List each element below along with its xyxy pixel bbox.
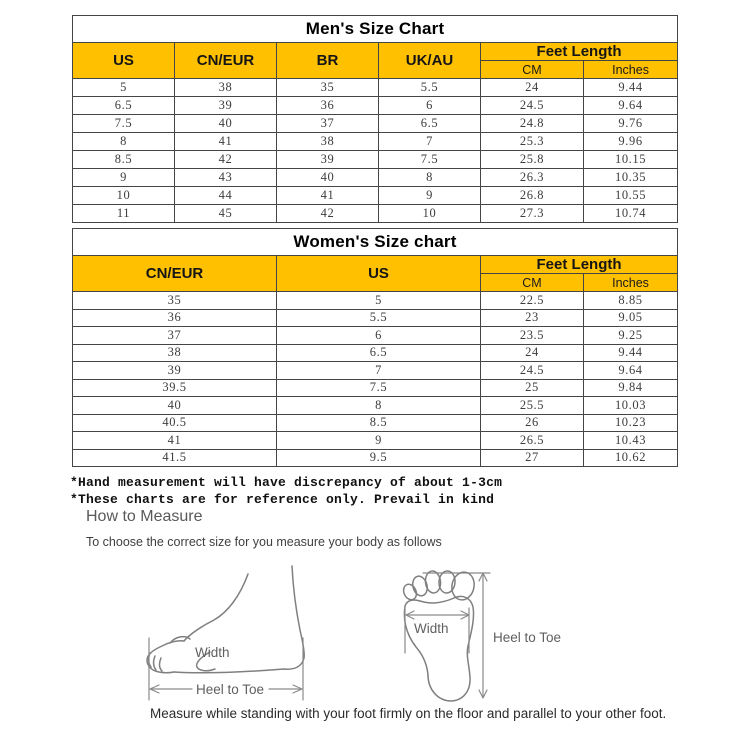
size-cell: 7.5 bbox=[379, 151, 481, 169]
top-toe-pinky bbox=[401, 582, 419, 602]
size-cell: 7.5 bbox=[73, 115, 175, 133]
size-cell: 25.5 bbox=[481, 397, 584, 415]
size-cell: 5.5 bbox=[277, 309, 481, 327]
mens-size-chart-table bbox=[72, 15, 678, 223]
how-to-measure-heading: How to Measure bbox=[86, 508, 203, 525]
women-col-header-inches: Inches bbox=[584, 274, 678, 292]
size-cell: 39 bbox=[73, 362, 277, 380]
size-cell: 9.44 bbox=[584, 79, 678, 97]
size-cell: 8.85 bbox=[584, 292, 678, 310]
size-row bbox=[73, 115, 678, 133]
size-row bbox=[73, 151, 678, 169]
size-cell: 9 bbox=[277, 432, 481, 450]
size-row bbox=[73, 414, 678, 432]
size-cell: 40.5 bbox=[73, 414, 277, 432]
size-cell: 41 bbox=[175, 133, 277, 151]
side-toe-crease-2 bbox=[154, 656, 156, 670]
women-col-header-us: US bbox=[277, 256, 481, 292]
top-heel-to-toe-label: Heel to Toe bbox=[493, 630, 562, 645]
size-row bbox=[73, 79, 678, 97]
size-row bbox=[73, 309, 678, 327]
size-cell: 9.5 bbox=[277, 449, 481, 467]
size-cell: 10.35 bbox=[584, 169, 678, 187]
size-cell: 26.8 bbox=[481, 187, 584, 205]
size-cell: 40 bbox=[73, 397, 277, 415]
womens-table-body bbox=[73, 292, 678, 467]
size-cell: 8 bbox=[73, 133, 175, 151]
side-foot-instep-line bbox=[184, 574, 248, 641]
size-cell: 40 bbox=[277, 169, 379, 187]
size-cell: 9.96 bbox=[584, 133, 678, 151]
women-col-header-cneur: CN/EUR bbox=[73, 256, 277, 292]
size-cell: 9.05 bbox=[584, 309, 678, 327]
size-cell: 10 bbox=[73, 187, 175, 205]
size-cell: 6 bbox=[277, 327, 481, 345]
size-cell: 38 bbox=[73, 344, 277, 362]
size-cell: 41.5 bbox=[73, 449, 277, 467]
size-cell: 8 bbox=[277, 397, 481, 415]
men-col-header-cm: CM bbox=[481, 61, 584, 79]
size-row bbox=[73, 97, 678, 115]
size-cell: 7.5 bbox=[277, 379, 481, 397]
men-feet-length-header: Feet Length bbox=[481, 43, 678, 61]
foot-top-view-diagram bbox=[393, 556, 608, 706]
size-cell: 5 bbox=[73, 79, 175, 97]
size-cell: 36 bbox=[73, 309, 277, 327]
size-cell: 22.5 bbox=[481, 292, 584, 310]
size-cell: 10.55 bbox=[584, 187, 678, 205]
disclaimer-notes bbox=[70, 474, 502, 508]
size-cell: 6.5 bbox=[73, 97, 175, 115]
size-cell: 25.3 bbox=[481, 133, 584, 151]
size-cell: 35 bbox=[277, 79, 379, 97]
size-cell: 25 bbox=[481, 379, 584, 397]
mens-table-body bbox=[73, 79, 678, 223]
size-cell: 42 bbox=[175, 151, 277, 169]
size-cell: 26.5 bbox=[481, 432, 584, 450]
foot-side-view-diagram bbox=[136, 558, 331, 706]
size-cell: 8.5 bbox=[277, 414, 481, 432]
size-row bbox=[73, 292, 678, 310]
side-toe-crease-3 bbox=[160, 658, 162, 671]
top-width-label: Width bbox=[414, 621, 449, 636]
size-cell: 10.03 bbox=[584, 397, 678, 415]
size-cell: 10.43 bbox=[584, 432, 678, 450]
size-row bbox=[73, 449, 678, 467]
women-col-header-cm: CM bbox=[481, 274, 584, 292]
size-cell: 9.64 bbox=[584, 362, 678, 380]
size-cell: 9.84 bbox=[584, 379, 678, 397]
size-cell: 42 bbox=[277, 205, 379, 223]
size-cell: 9 bbox=[73, 169, 175, 187]
size-cell: 5.5 bbox=[379, 79, 481, 97]
size-cell: 26.3 bbox=[481, 169, 584, 187]
size-cell: 38 bbox=[277, 133, 379, 151]
size-cell: 24.5 bbox=[481, 97, 584, 115]
side-heel-to-toe-label: Heel to Toe bbox=[195, 682, 265, 697]
size-cell: 24.8 bbox=[481, 115, 584, 133]
size-row bbox=[73, 133, 678, 151]
note-line-2: *These charts are for reference only. Prevail in kind bbox=[70, 492, 495, 507]
men-col-header-inches: Inches bbox=[584, 61, 678, 79]
size-cell: 6.5 bbox=[379, 115, 481, 133]
size-cell: 10.62 bbox=[584, 449, 678, 467]
womens-size-chart-table bbox=[72, 228, 678, 467]
size-row bbox=[73, 327, 678, 345]
size-cell: 7 bbox=[379, 133, 481, 151]
men-col-header-ukau: UK/AU bbox=[379, 43, 481, 79]
size-cell: 25.8 bbox=[481, 151, 584, 169]
size-cell: 7 bbox=[277, 362, 481, 380]
men-col-header-br: BR bbox=[277, 43, 379, 79]
mens-chart-title: Men's Size Chart bbox=[73, 16, 678, 43]
side-foot-outline bbox=[174, 566, 304, 673]
size-cell: 23.5 bbox=[481, 327, 584, 345]
size-cell: 24 bbox=[481, 344, 584, 362]
size-cell: 36 bbox=[277, 97, 379, 115]
size-cell: 10.23 bbox=[584, 414, 678, 432]
size-cell: 38 bbox=[175, 79, 277, 97]
side-foot-toes bbox=[147, 641, 184, 673]
size-cell: 44 bbox=[175, 187, 277, 205]
how-to-measure-subtitle: To choose the correct size for you measure your body as follows bbox=[86, 535, 442, 549]
size-cell: 6 bbox=[379, 97, 481, 115]
size-row bbox=[73, 432, 678, 450]
size-row bbox=[73, 205, 678, 223]
size-cell: 9.44 bbox=[584, 344, 678, 362]
womens-chart-title: Women's Size chart bbox=[73, 229, 678, 256]
size-cell: 39 bbox=[175, 97, 277, 115]
size-row bbox=[73, 187, 678, 205]
side-width-label: Width bbox=[195, 645, 230, 660]
size-row bbox=[73, 397, 678, 415]
size-cell: 8 bbox=[379, 169, 481, 187]
size-cell: 39.5 bbox=[73, 379, 277, 397]
size-cell: 11 bbox=[73, 205, 175, 223]
size-cell: 9 bbox=[379, 187, 481, 205]
size-cell: 37 bbox=[277, 115, 379, 133]
size-cell: 5 bbox=[277, 292, 481, 310]
size-row bbox=[73, 169, 678, 187]
size-cell: 24.5 bbox=[481, 362, 584, 380]
men-col-header-cneur: CN/EUR bbox=[175, 43, 277, 79]
size-cell: 8.5 bbox=[73, 151, 175, 169]
size-cell: 41 bbox=[277, 187, 379, 205]
men-col-header-us: US bbox=[73, 43, 175, 79]
size-cell: 41 bbox=[73, 432, 277, 450]
size-row bbox=[73, 379, 678, 397]
size-cell: 27 bbox=[481, 449, 584, 467]
size-cell: 23 bbox=[481, 309, 584, 327]
size-cell: 35 bbox=[73, 292, 277, 310]
size-cell: 10 bbox=[379, 205, 481, 223]
size-cell: 6.5 bbox=[277, 344, 481, 362]
size-cell: 45 bbox=[175, 205, 277, 223]
size-row bbox=[73, 344, 678, 362]
size-cell: 9.25 bbox=[584, 327, 678, 345]
size-cell: 39 bbox=[277, 151, 379, 169]
measure-caption: Measure while standing with your foot firmly on the floor and parallel to your other foot. bbox=[150, 706, 667, 721]
size-cell: 43 bbox=[175, 169, 277, 187]
size-cell: 26 bbox=[481, 414, 584, 432]
women-feet-length-header: Feet Length bbox=[481, 256, 678, 274]
size-cell: 9.76 bbox=[584, 115, 678, 133]
size-cell: 27.3 bbox=[481, 205, 584, 223]
note-line-1: *Hand measurement will have discrepancy of about 1-3cm bbox=[70, 475, 503, 490]
size-row bbox=[73, 362, 678, 380]
size-cell: 10.15 bbox=[584, 151, 678, 169]
size-cell: 40 bbox=[175, 115, 277, 133]
size-cell: 24 bbox=[481, 79, 584, 97]
size-cell: 37 bbox=[73, 327, 277, 345]
size-cell: 10.74 bbox=[584, 205, 678, 223]
size-cell: 9.64 bbox=[584, 97, 678, 115]
